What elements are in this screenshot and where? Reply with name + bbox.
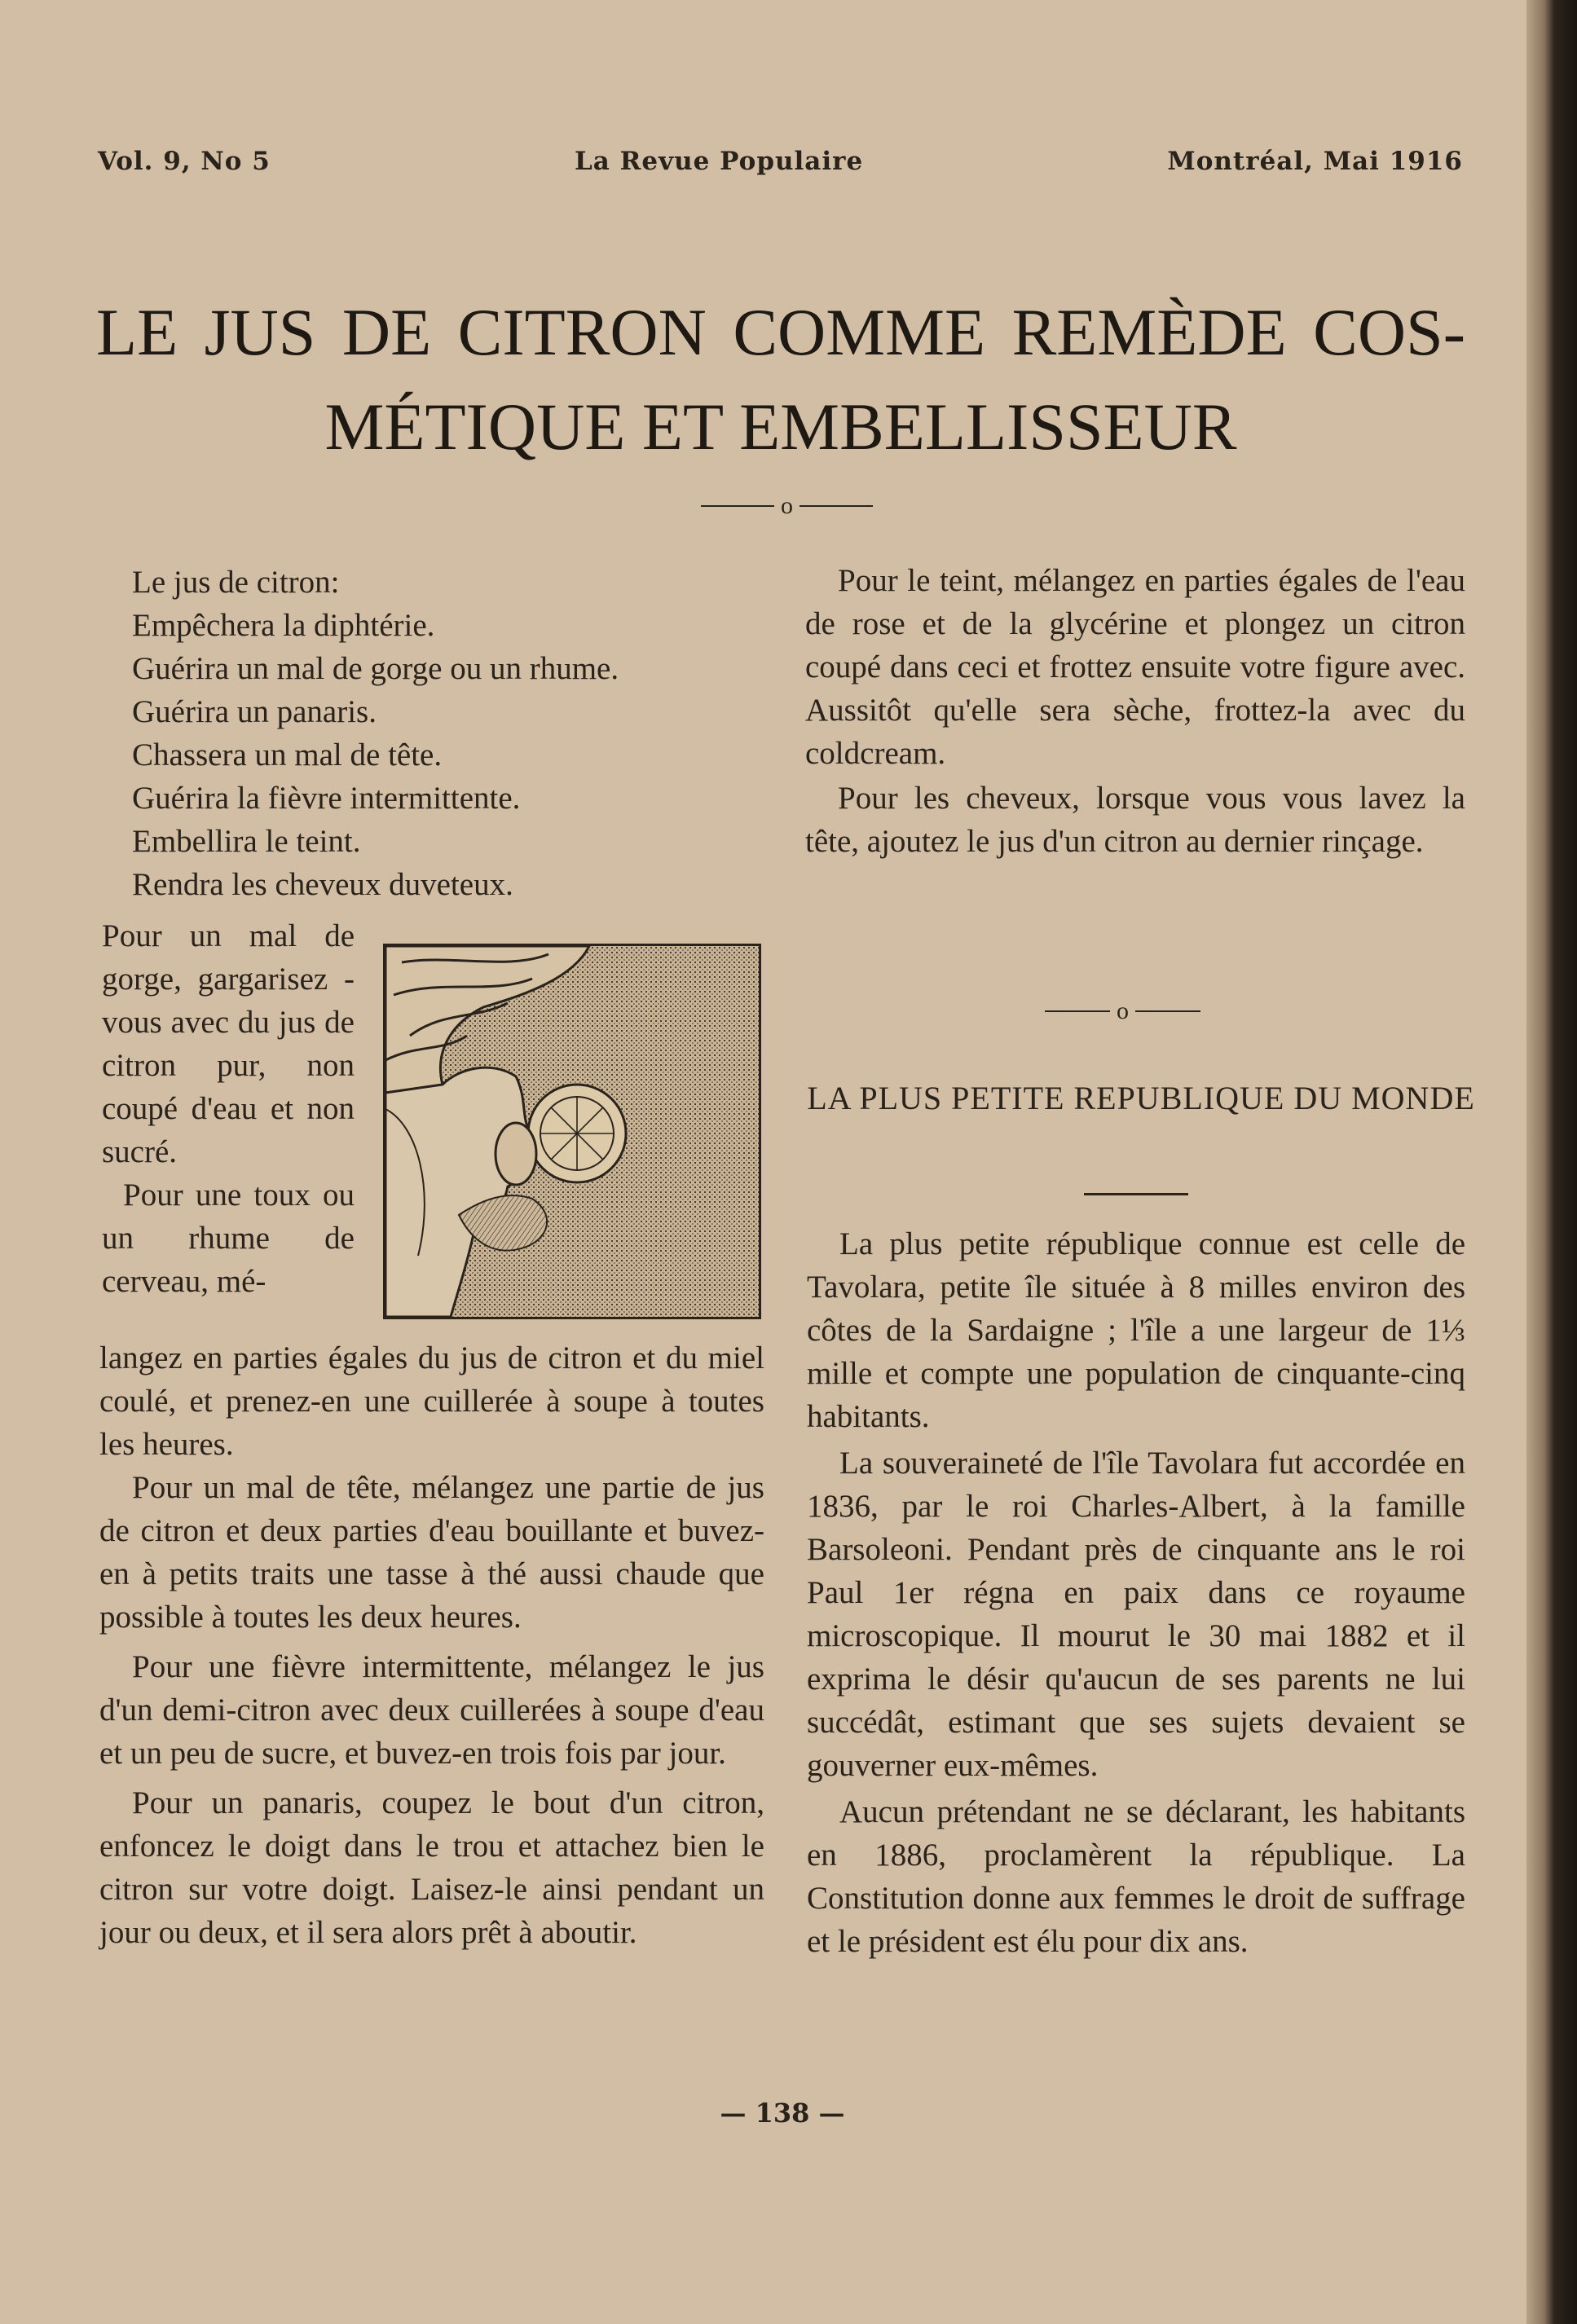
list-item: Embellira le teint.	[132, 824, 361, 859]
illustration-drawing	[385, 946, 759, 1317]
title-line-1: LE JUS DE CITRON COMME REMÈDE COS-	[96, 295, 1465, 369]
woman-profile-illustration	[383, 944, 761, 1319]
list-item: Guérira la fièvre intermittente.	[132, 781, 521, 816]
separator-bar-left	[701, 505, 774, 507]
left-column-body	[99, 1336, 764, 1954]
running-head	[98, 145, 1463, 178]
separator-bar-left	[1045, 1010, 1110, 1012]
place-date: Montréal, Mai 1916	[1167, 147, 1463, 176]
paragraph-tavolara-history: La souveraineté de l'île Tavolara fut accordée en 1836, par le roi Charles-Albert, à la famille Barsoleoni. Pendant près de cinquante ans le roi Paul 1er régna en paix dans ce royaume microscopique. Il mourut le 30 mai 1882 et il exprima le désir qu'aucun de ses parents ne lui succédât, estimant que ses sujets devaient se gouverner eux-mêmes.	[807, 1446, 1465, 1783]
separator-bar-right	[1135, 1010, 1200, 1012]
paragraph-cough-start: Pour une toux ou un rhume de cerveau, mé-	[102, 1177, 355, 1299]
binding-gutter	[1526, 0, 1577, 2324]
list-item: Rendra les cheveux duveteux.	[132, 867, 513, 902]
volume-number: Vol. 9, No 5	[98, 147, 271, 176]
separator-bar-right	[800, 505, 873, 507]
separator-mark: o	[781, 492, 793, 519]
wrap-text	[102, 914, 355, 1303]
list-item: Chassera un mal de tête.	[132, 737, 443, 772]
separator-mark: o	[1117, 997, 1129, 1024]
paragraph-headache: Pour un mal de tête, mélangez une partie de jus de citron et deux parties d'eau bouillante et buvez-en à petits traits une tasse à thé aussi chaude que possible à toutes les deux heures.	[99, 1470, 764, 1635]
section-heading: LA PLUS PETITE REPUBLIQUE DU MONDE	[807, 1080, 1475, 1116]
page-number: — 138 —	[720, 2097, 845, 2128]
list-item: Guérira un mal de gorge ou un rhume.	[132, 651, 619, 686]
remedy-list	[98, 561, 766, 906]
paragraph-fever: Pour une fièvre intermittente, mélangez le jus d'un demi-citron avec deux cuillerées à soupe d'eau et un peu de sucre, et buvez-en trois fois par jour.	[99, 1649, 764, 1771]
paragraph-whitlow: Pour un panaris, coupez le bout d'un citron, enfoncez le doigt dans le trou et attachez bien le citron sur votre doigt. Laisez-le ainsi pendant un jour ou deux, et il sera alors prêt à aboutir.	[99, 1785, 764, 1950]
paragraph-cough-rest: langez en parties égales du jus de citron et du miel coulé, et prenez-en une cuillerée à soupe à toutes les heures.	[99, 1340, 764, 1462]
right-column-body	[807, 1222, 1465, 1963]
section-separator	[1045, 997, 1200, 1025]
list-intro: Le jus de citron:	[132, 565, 340, 600]
paragraph-complexion: Pour le teint, mélangez en parties égales de l'eau de rose et de la glycérine et plongez un citron coupé dans ceci et frottez ensuite votre figure avec. Aussitôt qu'elle sera sèche, frottez-la avec du coldcream.	[805, 563, 1465, 771]
article-title	[96, 285, 1465, 474]
paragraph-tavolara-intro: La plus petite république connue est celle de Tavolara, petite île située à 8 milles environ des côtes de la Sardaigne ; l'île a une largeur de 1⅓ mille et compte une population de cinquante-cinq habitants.	[807, 1226, 1465, 1434]
title-line-2: MÉTIQUE ET EMBELLISSEUR	[324, 390, 1237, 464]
title-separator	[701, 492, 873, 520]
paragraph-sore-throat: Pour un mal de gorge, gargarisez - vous avec du jus de citron pur, non coupé d'eau et non sucré.	[102, 918, 355, 1169]
paragraph-tavolara-republic: Aucun prétendant ne se déclarant, les habitants en 1886, proclamèrent la république. La Constitution donne aux femmes le droit de suffrage et le président est élu pour dix ans.	[807, 1794, 1465, 1959]
right-column-top	[805, 559, 1465, 863]
list-item: Empêchera la diphtérie.	[132, 608, 435, 643]
heading-rule	[1084, 1193, 1188, 1195]
list-item: Guérira un panaris.	[132, 694, 377, 729]
paragraph-hair: Pour les cheveux, lorsque vous vous lavez la tête, ajoutez le jus d'un citron au dernier rinçage.	[805, 781, 1465, 859]
publication-name: La Revue Populaire	[574, 147, 864, 176]
